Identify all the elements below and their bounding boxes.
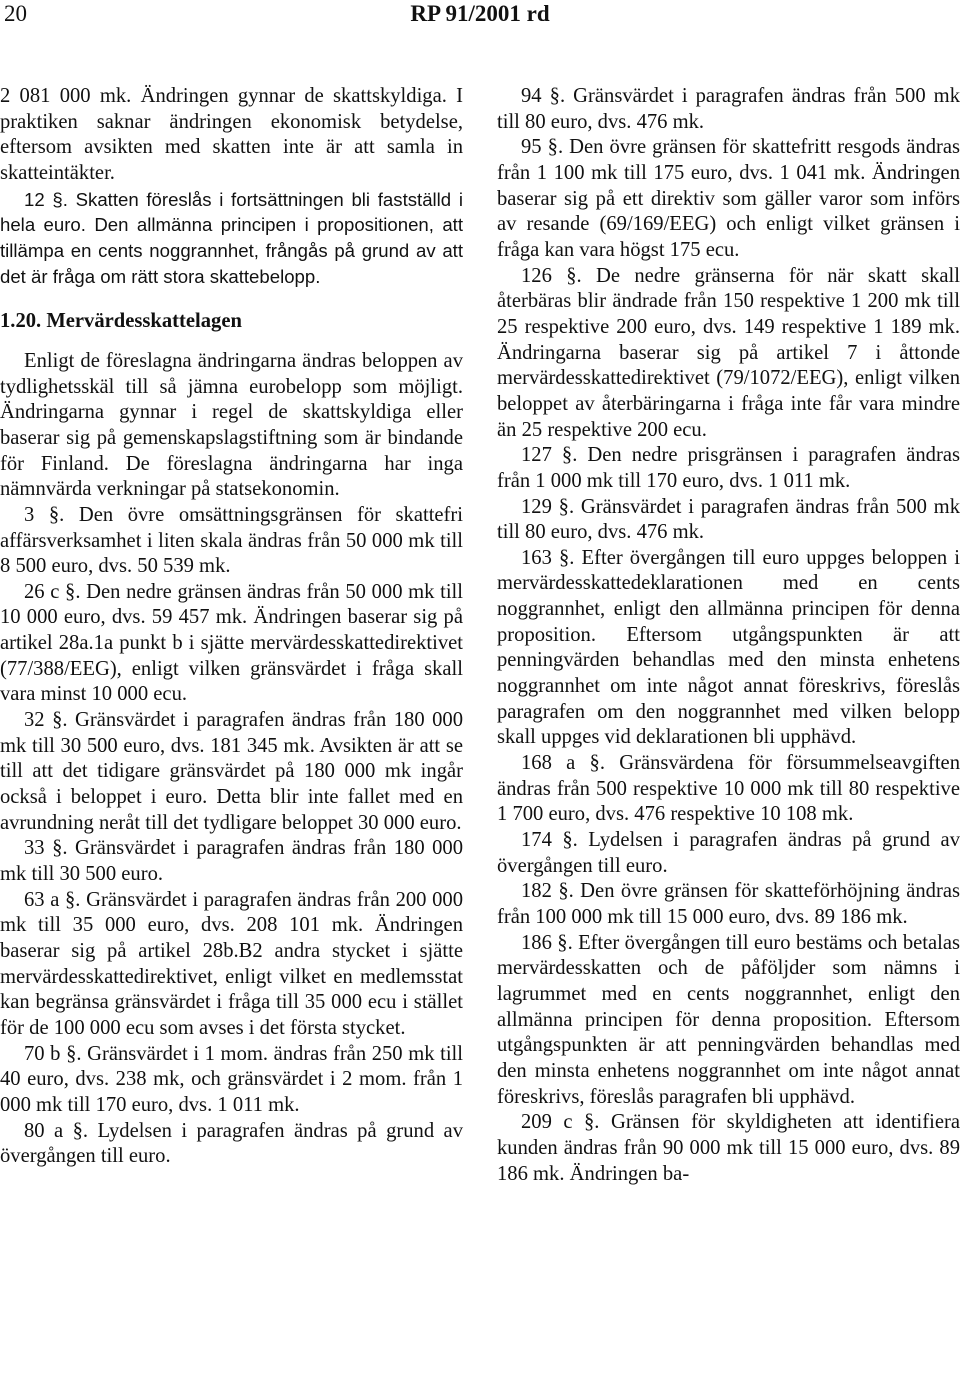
paragraph-32: 32 §. Gränsvärdet i paragrafen ändras från 180 000 mk till 30 500 euro, dvs. 181 345 mk. Avsikten är att se till att det tidigare gränsvärdet på 180 000 mk ingår också i beloppet i euro. Detta blir inte fallet med en avrundning neråt till det tydligare beloppet 30 000 euro. [0, 709, 463, 834]
paragraph-3: 3 §. Den övre omsättningsgränsen för skattefri affärsverksamhet i liten skala ändras från 50 000 mk till 8 500 euro, dvs. 50 539 mk. [0, 503, 463, 578]
page-number: 20 [4, 1, 27, 26]
paragraph-12: 12 §. Skatten föreslås i fortsättningen bli fastställd i hela euro. Den allmänna principen i propositionen, att tillämpa en cents noggrannhet, frångås på grund av att det är fråga om rätt stora skattebelopp. [0, 188, 463, 287]
paragraph-33: 33 §. Gränsvärdet i paragrafen ändras från 180 000 mk till 30 500 euro. [0, 837, 463, 886]
paragraph-182: 182 §. Den övre gränsen för skatteförhöjning ändras från 100 000 mk till 15 000 euro, dvs. 89 186 mk. [497, 880, 960, 928]
paragraph-127: 127 §. Den nedre prisgränsen i paragrafen ändras från 1 000 mk till 170 euro, dvs. 1 011 mk. [497, 444, 960, 492]
paragraph-94: 94 §. Gränsvärdet i paragrafen ändras från 500 mk till 80 euro, dvs. 476 mk. [497, 85, 960, 133]
paragraph-70b: 70 b §. Gränsvärdet i 1 mom. ändras från 250 mk till 40 euro, dvs. 238 mk, och gränsvärdet i 2 mom. från 1 000 mk till 170 euro, dvs. 1 011 mk. [0, 1042, 463, 1116]
paragraph-163: 163 §. Efter övergången till euro uppges beloppen i mervärdesskattedeklarationen med en cents noggrannhet, enligt den allmänna principen för denna proposition. Eftersom utgångspunkten är att penningvärden behandlas med den minsta enhetens noggrannhet om inte något annat föreskrivs, föreslås paragrafen om den noggrannhet med vilken belopp skall uppges vid deklarationen bli upphävd. [497, 546, 960, 749]
paragraph-26c: 26 c §. Den nedre gränsen ändras från 50 000 mk till 10 000 euro, dvs. 59 457 mk. Ändringen baserar sig på artikel 28a.1a punkt b i sjätte mervärdesskattedirektivet (77/388/EEG), enligt vilken gränsvärdet i fråga skall vara minst 10 000 ecu. [0, 580, 463, 706]
page-header [0, 0, 960, 40]
paragraph-63a: 63 a §. Gränsvärdet i paragrafen ändras från 200 000 mk till 35 000 euro, dvs. 208 101 mk. Ändringen baserar sig på artikel 28b.B2 andra stycket i sjätte mervärdesskattedirektivet, enligt vilket en medlemsstat kan begränsa gränsvärdet i fråga till 35 000 ecu i stället för de 100 000 ecu som avses i det första stycket. [0, 888, 463, 1039]
paragraph-209c: 209 c §. Gränsen för skyldigheten att identifiera kunden ändras från 90 000 mk till 15 000 euro, dvs. 89 186 mk. Ändringen ba- [497, 1111, 960, 1185]
section-heading: 1.20. Mervärdesskattelagen [0, 310, 242, 333]
paragraph-168a: 168 a §. Gränsvärdena för försummelseavgiften ändras från 500 respektive 10 000 mk till 80 respektive 1 700 euro, dvs. 476 respektive 10 108 mk. [497, 752, 960, 826]
document-reference: RP 91/2001 rd [410, 1, 550, 26]
paragraph-186: 186 §. Efter övergången till euro bestäms och betalas mervärdesskatten och de påföljder som nämns i lagrummet med en cents noggrannhet, enligt den allmänna principen för denna proposition. Eftersom utgångspunkten är att penningvärden behandlas med den minsta enhetens noggrannhet om inte något annat föreskrivs, föreslås paragrafen bli upphävd. [497, 931, 960, 1108]
intro-paragraph: 2 081 000 mk. Ändringen gynnar de skattskyldiga. I praktiken saknar ändringen ekonomisk betydelse, eftersom avsikten med skatten inte är att samla in skatteintäkter. [0, 85, 463, 184]
paragraph-129: 129 §. Gränsvärdet i paragrafen ändras från 500 mk till 80 euro, dvs. 476 mk. [497, 495, 960, 544]
right-column [497, 84, 960, 1187]
left-column [0, 84, 463, 1170]
paragraph-80a: 80 a §. Lydelsen i paragrafen ändras på grund av övergången till euro. [0, 1119, 463, 1168]
paragraph-126: 126 §. De nedre gränserna för när skatt skall återbäras blir ändrade från 150 respektive 1 200 mk till 25 respektive 200 euro, dvs. 149 respektive 1 189 mk. Ändringarna baserar sig på artikel 7 i åttonde mervärdesskattedirektivet (79/1072/EEG), enligt vilken beloppet av återbäringarna i fråga inte får vara mindre än 25 respektive 200 ecu. [497, 264, 960, 441]
paragraph-general: Enligt de föreslagna ändringarna ändras beloppen av tydlighetsskäl till så jämna eurobelopp som möjligt. Ändringarna gynnar i regel de skattskyldiga eller baserar sig på gemenskapslagstiftning som är bindande för Finland. De föreslagna ändringarna har inga nämnvärda verkningar på statsekonomin. [0, 349, 463, 501]
paragraph-95: 95 §. Den övre gränsen för skattefritt resgods ändras från 1 100 mk till 175 euro, dvs. 1 041 mk. Ändringen baserar sig på ett direktiv som gäller varor som införs av resande (69/169/EEG) och enligt vilket gränsen i fråga kan vara högst 175 ecu. [497, 136, 960, 261]
paragraph-174: 174 §. Lydelsen i paragrafen ändras på grund av övergången till euro. [497, 829, 960, 877]
